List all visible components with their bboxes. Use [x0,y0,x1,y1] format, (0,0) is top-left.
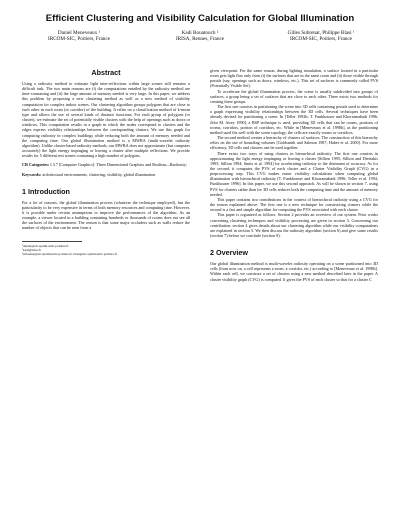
keywords-label: Keywords: [22,171,42,177]
abstract-heading: Abstract [91,68,121,77]
author-affiliation: IRISA, Rennes, France [175,36,225,43]
footnote-1: ¹daniel@sic.sp2mi.univ-poitiers.fr [22,243,69,248]
abstract-text: Using a radiosity method to estimate light inter-reflections within large scenes still remains a difficult task. The two main reasons are (i) the computations entailed by the radiosity method are time-consuming and (ii) the large amount of memory needed is very large. In this paper, we address this problem by proposing a new clustering method as well as a new method of visibility computation for complex indoor scenes. Our clustering algorithm groups polygons that are close to each other in each room (or corridor) of the building. It relies on a classification method of k-mean type and allows the use of several kinds of distance functions. For each group of polygons (or cluster), we estimate the set of potentially visible clusters with the help of openings such as doors or windows. This computation results in a graph in which the nodes correspond to clusters and the edges express visibility relationships between the corresponding clusters. We use this graph for computing radiosity in complex buildings while reducing both the amount of memory needed and the computing time. Our global illumination method is a MWRA (multi-wavelet radiosity algorithm). Unlike cluster-based radiosity methods, our MWRA does not approximate (but computes accurately) the light energy impinging or leaving a cluster after multiple reflections. We provide results for 5 different test scenes containing a high number of polygons. [22,81,190,159]
footnote-3: ³subrenat@sic.sp2mi.univ-poitiers.fr, blasi@sic.sp2mi.univ-poitiers.fr [22,252,118,257]
paragraph: Our global illumination method is multi-wavelet radiosity operating on a scene partitioned into 3D cells (from now on, a cell represents a room, a corridor, etc.) according to [Meneveaux et al. 1998b]. Within each cell, we construct a set of clusters using a new method described later in the paper. A cluster visibility graph (CVG) is computed. It gives the PVS of each cluster so that for a cluster C [210,261,378,282]
paragraph: There exists two ways of using clusters in hierarchical radiosity. The first one consists in approximating the light energy impinging or leaving a cluster [Sillion 1995; Sillion and Drettakis 1995; Sillion 1994; Smits et al. 1994] for accelerating radiosity to the detriment of accuracy. As for the second, it computes the PVS of each cluster and a Cluster Visibility Graph (CVG) in a preprocessing step. This CVG makes easier visibility calculations when computing global illumination with hierarchical radiosity [T. Funkhouser and Khorramabadi 1996; Teller et al. 1994; Funkhouser 1996]. In this paper, we use this second approach. As will be shown in section 7, using PVS for clusters rather than for 3D cells reduces both the computing time and the amount of memory needed. [210,150,378,197]
overview-heading: 2 Overview [210,248,248,258]
paragraph: given viewpoint. For the same reason, during lighting simulation, a surface located in a particular room gets light flux only from (i) the surfaces that are in the same room and (ii) those visible through portals (say, openings such as doors, windows, etc.). This set of surfaces is commonly called PVS (Potentially Visible Set). [210,68,378,89]
intro-paragraph: For a lot of reasons, the global illumination process (whatever the technique employed), has the particularity to be very expensive in terms of both memory resources and computing time. However, it is possible under certain assumptions to improve the performances of the algorithm. As an example, a viewer located in a building containing hundreds or thousands of rooms does not see all the surfaces of the environment. The reason is that some major occluders such as walls reduce the number of objects that can be seen from a [22,199,190,231]
cr-text: I.3.7 [Computer Graphics]: Three Dimensional Graphics and Realism—Radiosity; [50,162,187,168]
author-affiliation: IRCOM-SIC, Poitiers, France [48,36,110,43]
paragraph: The second method creates a hierarchy of clusters of surfaces. The construction of this hierarchy relies on the use of bounding volumes [Goldsmith and Salmon 1987; Haber et al. 2000]. For more efficiency, 3D cells and clusters can be used together. [210,135,378,151]
author-2 [145,30,255,43]
keywords-text: architectural environments, clustering, visibility, global illumination [42,171,156,177]
paragraph: To accelerate the global illumination process, the scene is usually subdivided into groups of surfaces, a group being a set of surfaces that are close to each other. There exists two methods for creating these groups. [210,88,378,104]
cr-label: CR Categories: [22,162,50,168]
page-title: Efficient Clustering and Visibility Calculation for Global Illumination [45,13,355,24]
footnote-2: ²kadi@irisa.fr [22,248,41,252]
right-column [210,68,378,282]
intro-heading: 1 Introduction [22,186,70,196]
left-column [22,68,190,257]
author-name: Gilles Subrenat, Philippe Blasi ¹ [287,30,355,36]
paragraph: The first one consists in partitioning the scene into 3D cells containing portals used to determine a graph expressing visibility relationships between the 3D cells. Several techniques have been already devised for partitioning a scene. In [Teller 1992b; T. Funkhouser and Khorramabadi 1996; Jelot M. Airey 1990], a BSP technique is used, providing 3D cells that can be rooms, portions of rooms, corridors, portion of corridors, etc. While in [Meneveaux et al. 1998b], as the partitioning method used fits well with the scene topology, the cells are exactly rooms or corridors. [210,104,378,135]
author-1 [24,30,134,43]
author-name: Kadi Bouatouch ² [181,30,219,36]
author-3 [266,30,376,43]
cr-categories [22,162,190,167]
author-affiliation: IRCOM-SIC, Poitiers, France [290,36,352,43]
author-block [24,30,376,43]
paragraph: This paper contains two contributions in the context of hierarchical radiosity using a CVG for the reason explained above. The first one is a new technique for constructing clusters while the second is a fast and simple algorithm for computing the PVS associated with each cluster. [210,196,378,213]
paragraph: This paper is organized as follows. Section 2 provides an overview of our system. Prior works concerning clustering techniques and visibility processing are given in section 3. Concerning our contribution, section 4 gives details about our clustering algorithm while our visibility computations are explained in section 5. We then discuss the radiosity algorithm (section 6) and give some results (section 7) before we conclude (section 8). [210,212,378,238]
author-name: Daniel Meneveaux ¹ [57,30,101,36]
